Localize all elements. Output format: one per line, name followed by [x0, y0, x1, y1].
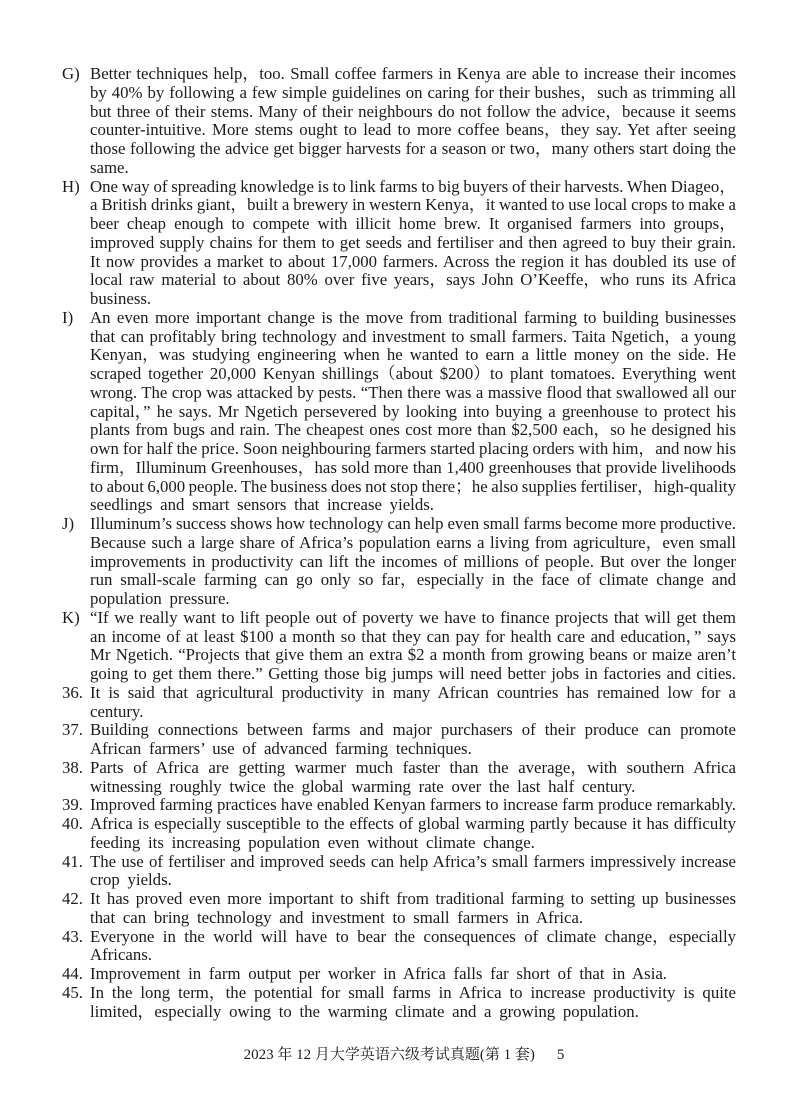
text-line: Improvement in farm output per worker in Africa falls far short of that in Asia. [90, 964, 667, 983]
text-line: a British drinks giant，built a brewery in western Kenya，it wanted to use local crops to make a [90, 195, 736, 215]
text-line: by 40% by following a few simple guidelines on caring for their bushes，such as trimming all [90, 82, 736, 102]
text-line: scraped together 20,000 Kenyan shillings（about $200）to plant tomatoes. Everything went [90, 364, 736, 383]
statement-41 [62, 853, 736, 891]
text-line: It now provides a market to about 17,000 farmers. Across the region it has doubled its use of [90, 251, 736, 271]
text-line: going to get them there.” Getting those big jumps will need better jobs in factories and cities. [90, 664, 736, 683]
text-line: those following the advice get bigger harvests for a season or two，many others start doing the [90, 139, 736, 158]
text-line: own for half the price. Soon neighbouring farmers started placing orders with him，and now his [90, 439, 736, 458]
text-line: Everyone in the world will have to bear the consequences of climate change，especially [90, 926, 736, 946]
text-line: Kenyan，was studying engineering when he wanted to earn a little money on the side. He [90, 345, 736, 365]
text-line: but three of their stems. Many of their neighbours do not follow the advice，because it seems [90, 101, 736, 121]
text-line: improved supply chains for them to get seeds and fertiliser and then agreed to buy their grain. [90, 232, 736, 252]
passage-i [62, 309, 736, 515]
passage-label: G) [62, 64, 80, 83]
text-line: plants from bugs and rain. The cheapest ones cost more than $2,500 each，so he designed his [90, 420, 736, 440]
text-line: beer cheap enough to compete with illicit home brew. It organised farmers into groups， [90, 214, 736, 233]
statement-44 [62, 965, 736, 984]
passage-label: I) [62, 307, 74, 327]
text-line: firm，Illuminum Greenhouses，has sold more than 1,400 greenhouses that provide livelihoods [90, 457, 736, 477]
text-line: Improved farming practices have enabled Kenyan farmers to increase farm produce remarkably. [90, 795, 736, 815]
text-line: African farmers’ use of advanced farming techniques. [90, 739, 472, 758]
text-line: an income of at least $100 a month so that they can pay for health care and education，” says [90, 626, 736, 646]
statement-number: 40. [62, 814, 83, 833]
statement-number: 43. [62, 926, 83, 946]
passage-label: J) [62, 514, 75, 533]
text-line: limited，especially owing to the warming climate and a growing population. [90, 1001, 639, 1021]
text-line: seedlings and smart sensors that increase yields. [90, 495, 434, 515]
text-line: In the long term，the potential for small farms in Africa to increase productivity is quite [90, 982, 736, 1002]
statement-number: 37. [62, 720, 83, 740]
text-line: to about 6,000 people. The business does not stop there；he also supplies fertiliser，high-quality [90, 476, 736, 496]
statement-40 [62, 815, 736, 853]
text-line: run small-scale farming can go only so far，especially in the face of climate change and [90, 570, 736, 590]
passage-h [62, 178, 736, 309]
text-line: witnessing roughly twice the global warming rate over the last half century. [90, 776, 636, 796]
statement-number: 45. [62, 982, 83, 1002]
passage-g [62, 65, 736, 178]
text-line: The use of fertiliser and improved seeds can help Africa’s small farmers impressively increase [90, 851, 736, 871]
text-line: Parts of Africa are getting warmer much faster than the average，with southern Africa [90, 757, 736, 777]
statement-number: 36. [62, 682, 83, 702]
statement-number: 41. [62, 851, 83, 871]
text-line: local raw material to about 80% over five years，says John O’Keeffe，who runs its Africa [90, 270, 736, 290]
footer-title: 2023 年 12 月大学英语六级考试真题(第 1 套) [243, 1047, 535, 1063]
statement-37 [62, 721, 736, 759]
statement-number: 38. [62, 757, 83, 777]
text-line: Better techniques help，too. Small coffee farmers in Kenya are able to increase their incomes [90, 64, 736, 83]
passage-j [62, 515, 736, 609]
statement-43 [62, 928, 736, 966]
text-line: Building connections between farms and major purchasers of their produce can promote [90, 720, 736, 740]
text-line: An even more important change is the move from traditional farming to building businesses [90, 307, 736, 327]
text-line: Because such a large share of Africa’s population earns a living from agriculture，even small [90, 532, 736, 552]
text-line: same. [90, 157, 129, 177]
text-line: feeding its increasing population even without climate change. [90, 832, 535, 852]
passage-k [62, 609, 736, 684]
text-line: capital，” he says. Mr Ngetich persevered by looking into buying a greenhouse to protect his [90, 401, 736, 421]
text-line: century. [90, 701, 144, 721]
statement-36 [62, 684, 736, 722]
passage-label: H) [62, 176, 80, 196]
text-line: improvements in productivity can lift the incomes of millions of people. But over the longer [90, 551, 736, 571]
text-line: wrong. The crop was attacked by pests. “Then there was a massive flood that swallowed all our [90, 382, 736, 402]
text-line: that can bring technology and investment to small farmers in Africa. [90, 907, 584, 927]
text-line: that can profitably bring technology and investment to small farmers. Taita Ngetich，a young [90, 326, 736, 346]
text-line: crop yields. [90, 870, 172, 890]
statement-45 [62, 984, 736, 1022]
statement-number: 44. [62, 964, 83, 983]
text-line: Africa is especially susceptible to the effects of global warming partly because it has difficulty [90, 814, 736, 833]
page-content [62, 65, 736, 1021]
text-line: It is said that agricultural productivity in many African countries has remained low for a [90, 682, 736, 702]
text-line: One way of spreading knowledge is to link farms to big buyers of their harvests. When Diageo， [90, 176, 736, 196]
page-number: 5 [556, 1047, 565, 1063]
page-footer [0, 1045, 800, 1065]
text-line: It has proved even more important to shift from traditional farming to setting up businesses [90, 889, 736, 908]
statement-39 [62, 796, 736, 815]
passage-label: K) [62, 607, 80, 627]
text-line: Africans. [90, 945, 152, 965]
text-line: Illuminum’s success shows how technology can help even small farms become more productive. [90, 514, 736, 533]
text-line: Mr Ngetich. “Projects that give them an extra $2 a month from growing beans or maize aren’t [90, 645, 736, 665]
statement-42 [62, 890, 736, 928]
text-line: population pressure. [90, 589, 230, 608]
text-line: counter-intuitive. More stems ought to lead to more coffee beans，they say. Yet after seeing [90, 120, 736, 140]
statement-number: 39. [62, 795, 83, 815]
text-line: business. [90, 289, 152, 308]
text-line: “If we really want to lift people out of poverty we have to finance projects that will get them [90, 607, 736, 627]
statement-number: 42. [62, 889, 83, 908]
statement-38 [62, 759, 736, 797]
